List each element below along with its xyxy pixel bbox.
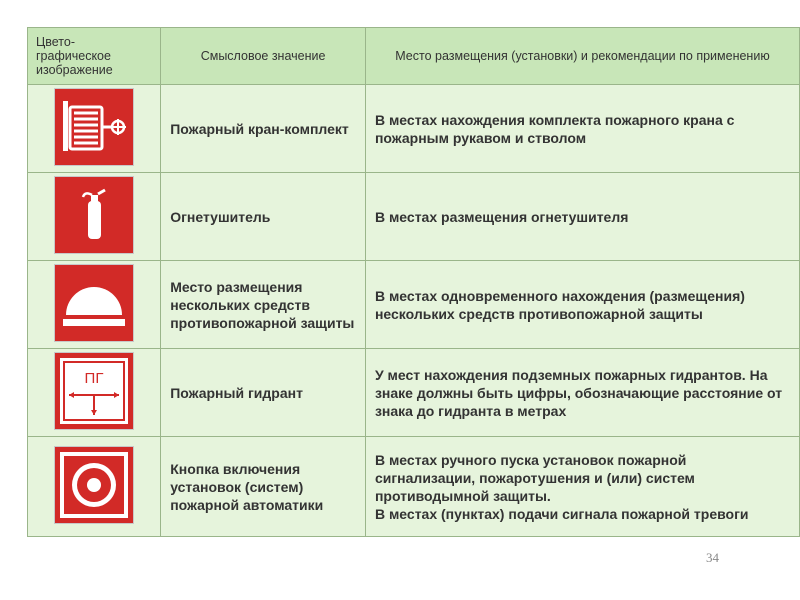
- meaning-cell: Пожарный гидрант: [161, 349, 366, 437]
- sign-cell: [28, 173, 161, 261]
- fire-safety-signs-table: [27, 27, 800, 537]
- placement-cell: [365, 437, 799, 537]
- sign-cell: [28, 85, 161, 173]
- meaning-cell: Огнетушитель: [161, 173, 366, 261]
- fire-hydrant-icon: [55, 353, 133, 429]
- placement-cell: [365, 85, 799, 173]
- table-row: [28, 349, 800, 437]
- placement-text: В местах нахождения комплекта пожарного крана с пожарным рукавом и стволом: [374, 111, 735, 146]
- fire-hose-reel-icon: [55, 89, 133, 165]
- table-header-row: [28, 28, 800, 85]
- placement-text: В местах одновременного нахождения (размещения) нескольких средств противопожарной защиты: [374, 287, 745, 322]
- placement-text: В местах ручного пуска установок пожарной сигнализации, пожаротушения и (или) систем противодымной защиты.: [374, 451, 695, 504]
- placement-text: В местах размещения огнетушителя: [374, 208, 629, 225]
- placement-cell: [365, 261, 799, 349]
- placement-cell: [365, 349, 799, 437]
- meaning-cell: Пожарный кран-комплект: [161, 85, 366, 173]
- header-image: Цвето- графическое изображение: [28, 28, 161, 85]
- page-number: 34: [706, 550, 719, 565]
- placement-text: В местах (пунктах) подачи сигнала пожарной тревоги: [374, 505, 749, 522]
- hydrant-label: ПГ: [84, 370, 104, 387]
- meaning-cell: Кнопка включения установок (систем) пожарной автоматики: [161, 437, 366, 537]
- placement-cell: [365, 173, 799, 261]
- table-row: [28, 261, 800, 349]
- header-placement: Место размещения (установки) и рекомендации по применению: [365, 28, 799, 85]
- sign-cell: [28, 437, 161, 537]
- sign-cell: [28, 261, 161, 349]
- table-row: [28, 173, 800, 261]
- table-row: [28, 437, 800, 537]
- placement-text: У мест нахождения подземных пожарных гидрантов. На знаке должны быть цифры, обозначающие расстояние от знака до гидранта в метрах: [374, 366, 783, 419]
- sign-cell: [28, 349, 161, 437]
- table-row: [28, 85, 800, 173]
- header-meaning: Смысловое значение: [161, 28, 366, 85]
- fire-alarm-button-icon: [55, 447, 133, 523]
- fire-extinguisher-icon: [55, 177, 133, 253]
- fire-equipment-location-icon: [55, 265, 133, 341]
- meaning-cell: Место размещения нескольких средств противопожарной защиты: [161, 261, 366, 349]
